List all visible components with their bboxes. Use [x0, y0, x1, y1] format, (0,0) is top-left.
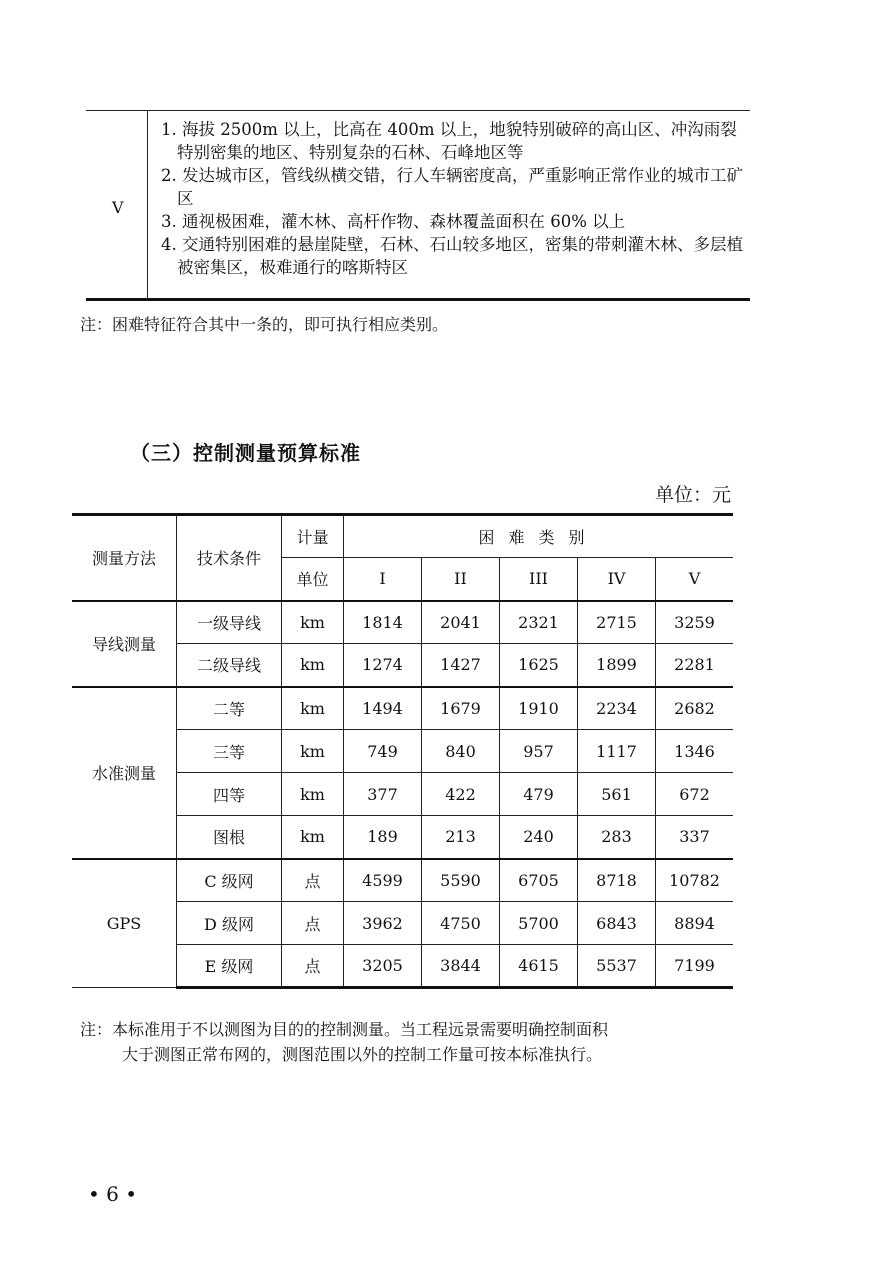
value-cell: 2041 [422, 601, 500, 644]
value-cell: 1899 [578, 644, 656, 687]
table-row [72, 687, 733, 730]
condition-cell: E 级网 [177, 945, 282, 988]
feature-item: 4. 交通特别困难的悬崖陡壁，石林、石山较多地区，密集的带刺灌木林、多层植被密集区，极难通行的喀斯特区 [161, 235, 743, 277]
value-cell: 2234 [578, 687, 656, 730]
header-condition: 技术条件 [177, 515, 282, 601]
unit-cell: km [282, 773, 344, 816]
header-grade: IV [578, 558, 656, 601]
value-cell: 840 [422, 730, 500, 773]
method-cell: GPS [72, 859, 177, 988]
note-line: 大于测图正常布网的，测图范围以外的控制工作量可按本标准执行。 [122, 1045, 603, 1064]
value-cell: 2682 [656, 687, 734, 730]
condition-cell: C 级网 [177, 859, 282, 902]
value-cell: 2321 [500, 601, 578, 644]
condition-cell: 四等 [177, 773, 282, 816]
condition-cell: 图根 [177, 816, 282, 859]
header-difficulty: 困难类别 [344, 515, 734, 558]
value-cell: 337 [656, 816, 734, 859]
value-cell: 283 [578, 816, 656, 859]
note-line: 注：本标准用于不以测图为目的的控制测量。当工程远景需要明确控制面积 [80, 1020, 609, 1039]
section-title: （三）控制测量预算标准 [130, 441, 361, 465]
value-cell: 2715 [578, 601, 656, 644]
value-cell: 422 [422, 773, 500, 816]
unit-cell: 点 [282, 945, 344, 988]
value-cell: 561 [578, 773, 656, 816]
condition-cell: 三等 [177, 730, 282, 773]
feature-item: 3. 通视极困难，灌木林、高杆作物、森林覆盖面积在 60% 以上 [161, 212, 626, 231]
value-cell: 10782 [656, 859, 734, 902]
header-grade: III [500, 558, 578, 601]
value-cell: 479 [500, 773, 578, 816]
value-cell: 1494 [344, 687, 422, 730]
value-cell: 3962 [344, 902, 422, 945]
value-cell: 377 [344, 773, 422, 816]
value-cell: 8718 [578, 859, 656, 902]
value-cell: 1427 [422, 644, 500, 687]
unit-cell: km [282, 601, 344, 644]
unit-cell: km [282, 730, 344, 773]
value-cell: 4599 [344, 859, 422, 902]
value-cell: 1814 [344, 601, 422, 644]
value-cell: 6843 [578, 902, 656, 945]
value-cell: 5537 [578, 945, 656, 988]
value-cell: 8894 [656, 902, 734, 945]
unit-cell: 点 [282, 902, 344, 945]
value-cell: 3205 [344, 945, 422, 988]
condition-cell: 一级导线 [177, 601, 282, 644]
value-cell: 3844 [422, 945, 500, 988]
condition-cell: 二等 [177, 687, 282, 730]
grade-label: V [112, 198, 124, 217]
unit-cell: km [282, 687, 344, 730]
header-unit-top: 计量 [282, 515, 344, 558]
value-cell: 749 [344, 730, 422, 773]
header-method: 测量方法 [72, 515, 177, 601]
unit-cell: km [282, 816, 344, 859]
value-cell: 5700 [500, 902, 578, 945]
value-cell: 1625 [500, 644, 578, 687]
table-top-rule [86, 110, 750, 111]
value-cell: 1274 [344, 644, 422, 687]
value-cell: 213 [422, 816, 500, 859]
value-cell: 5590 [422, 859, 500, 902]
value-cell: 2281 [656, 644, 734, 687]
value-cell: 240 [500, 816, 578, 859]
column-divider [147, 110, 148, 300]
condition-cell: 二级导线 [177, 644, 282, 687]
value-cell: 1910 [500, 687, 578, 730]
unit-label: 单位：元 [655, 484, 732, 506]
difficulty-features [161, 118, 751, 279]
unit-cell: 点 [282, 859, 344, 902]
header-grade: I [344, 558, 422, 601]
note-difficulty: 注：困难特征符合其中一条的，即可执行相应类别。 [80, 315, 449, 334]
value-cell: 6705 [500, 859, 578, 902]
feature-item: 1. 海拔 2500m 以上，比高在 400m 以上，地貌特别破碎的高山区、冲沟雨裂特别密集的地区、特别复杂的石林、石峰地区等 [161, 120, 737, 162]
value-cell: 4750 [422, 902, 500, 945]
value-cell: 4615 [500, 945, 578, 988]
value-cell: 1679 [422, 687, 500, 730]
unit-cell: km [282, 644, 344, 687]
method-cell: 导线测量 [72, 601, 177, 687]
feature-item: 2. 发达城市区，管线纵横交错，行人车辆密度高，严重影响正常作业的城市工矿区 [161, 166, 743, 208]
page-number: • 6 • [88, 1182, 138, 1206]
header-grade: V [656, 558, 734, 601]
header-grade: II [422, 558, 500, 601]
header-unit-bottom: 单位 [282, 558, 344, 601]
value-cell: 1117 [578, 730, 656, 773]
condition-cell: D 级网 [177, 902, 282, 945]
value-cell: 7199 [656, 945, 734, 988]
table-row [72, 859, 733, 902]
value-cell: 189 [344, 816, 422, 859]
table-bottom-rule [86, 298, 750, 301]
value-cell: 1346 [656, 730, 734, 773]
value-cell: 3259 [656, 601, 734, 644]
table-row [72, 601, 733, 644]
control-survey-budget-table [72, 513, 733, 989]
method-cell: 水准测量 [72, 687, 177, 859]
value-cell: 957 [500, 730, 578, 773]
value-cell: 672 [656, 773, 734, 816]
note-standard [80, 1017, 760, 1067]
difficulty-table-continuation [86, 110, 750, 300]
